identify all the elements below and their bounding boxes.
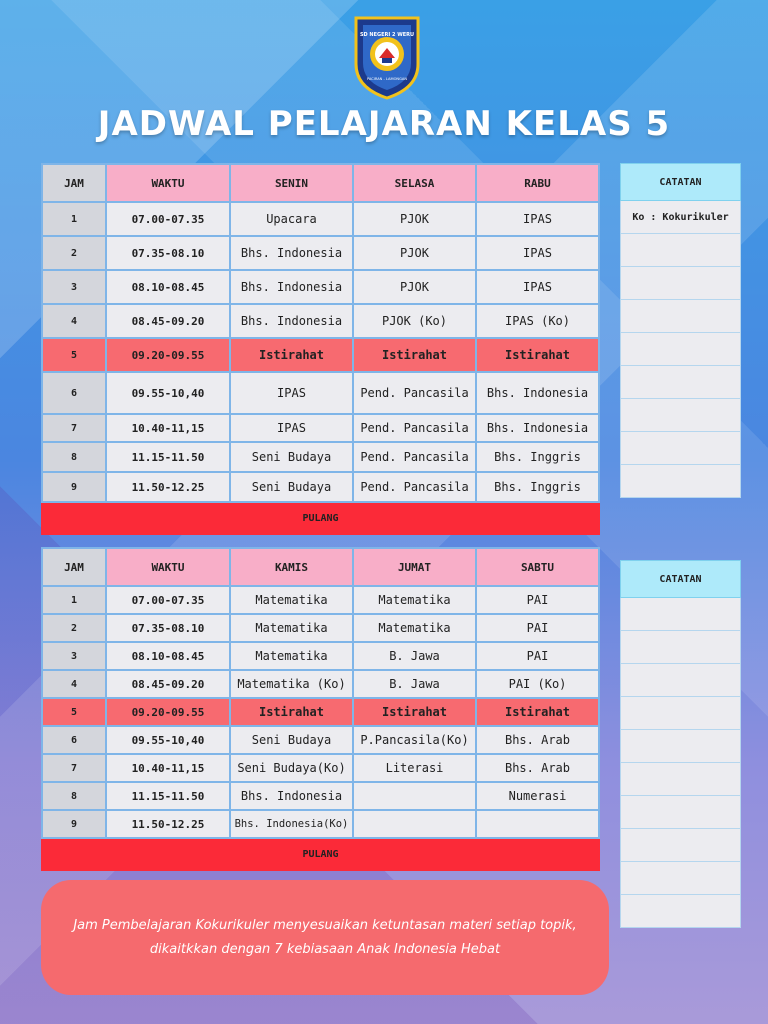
logo-top-text: SD NEGERI 2 WERU bbox=[359, 32, 415, 38]
footer-note bbox=[41, 880, 609, 995]
subject-cell: Numerasi bbox=[476, 782, 599, 810]
table-row bbox=[42, 414, 599, 442]
logo-bottom-text: PACIRAN - LAMONGAN bbox=[366, 77, 408, 81]
subject-cell: Istirahat bbox=[353, 338, 476, 372]
waktu-cell: 07.00-07.35 bbox=[106, 202, 230, 236]
notes-row bbox=[621, 201, 741, 234]
subject-cell: B. Jawa bbox=[353, 670, 476, 698]
subject-cell: Bhs. Indonesia bbox=[476, 372, 599, 414]
subject-cell: B. Jawa bbox=[353, 642, 476, 670]
subject-cell: Istirahat bbox=[353, 698, 476, 726]
jam-cell: 8 bbox=[42, 782, 106, 810]
notes-row bbox=[621, 862, 741, 895]
table-row bbox=[42, 754, 599, 782]
notes-row bbox=[621, 300, 741, 333]
notes-cell bbox=[621, 399, 741, 432]
notes-row bbox=[621, 399, 741, 432]
subject-cell: Pend. Pancasila bbox=[353, 414, 476, 442]
subject-cell: Matematika bbox=[230, 614, 353, 642]
waktu-cell: 09.20-09.55 bbox=[106, 338, 230, 372]
jam-cell: 6 bbox=[42, 726, 106, 754]
notes-cell bbox=[621, 598, 741, 631]
notes-cell bbox=[621, 465, 741, 498]
notes-row bbox=[621, 631, 741, 664]
notes-row bbox=[621, 267, 741, 300]
subject-cell: Matematika bbox=[230, 586, 353, 614]
subject-cell: P.Pancasila(Ko) bbox=[353, 726, 476, 754]
table-row bbox=[42, 372, 599, 414]
jam-cell: 3 bbox=[42, 642, 106, 670]
subject-cell: Seni Budaya(Ko) bbox=[230, 754, 353, 782]
notes-cell bbox=[621, 862, 741, 895]
subject-cell: Bhs. Inggris bbox=[476, 442, 599, 472]
header-jam: JAM bbox=[42, 164, 106, 202]
subject-cell: Bhs. Indonesia(Ko) bbox=[230, 810, 353, 838]
subject-cell: PAI bbox=[476, 642, 599, 670]
notes-cell bbox=[621, 763, 741, 796]
notes-cell bbox=[621, 234, 741, 267]
waktu-cell: 08.45-09.20 bbox=[106, 304, 230, 338]
notes-row bbox=[621, 895, 741, 928]
subject-cell: Seni Budaya bbox=[230, 726, 353, 754]
table-row bbox=[42, 726, 599, 754]
subject-cell: Pend. Pancasila bbox=[353, 372, 476, 414]
subject-cell: Seni Budaya bbox=[230, 472, 353, 502]
jam-cell: 4 bbox=[42, 304, 106, 338]
notes-cell bbox=[621, 333, 741, 366]
waktu-cell: 11.15-11.50 bbox=[106, 782, 230, 810]
notes-row bbox=[621, 333, 741, 366]
notes-row bbox=[621, 664, 741, 697]
subject-cell: IPAS bbox=[476, 202, 599, 236]
jam-cell: 9 bbox=[42, 472, 106, 502]
subject-cell: IPAS bbox=[230, 372, 353, 414]
table-row bbox=[42, 614, 599, 642]
notes-cell bbox=[621, 796, 741, 829]
header-rabu: RABU bbox=[476, 164, 599, 202]
waktu-cell: 10.40-11,15 bbox=[106, 414, 230, 442]
waktu-cell: 07.00-07.35 bbox=[106, 586, 230, 614]
pulang-label: PULANG bbox=[42, 502, 599, 534]
subject-cell: Bhs. Arab bbox=[476, 754, 599, 782]
subject-cell: Istirahat bbox=[230, 698, 353, 726]
notes-cell bbox=[621, 432, 741, 465]
subject-cell: Bhs. Indonesia bbox=[476, 414, 599, 442]
table-row bbox=[42, 810, 599, 838]
subject-cell: PJOK bbox=[353, 270, 476, 304]
subject-cell bbox=[476, 810, 599, 838]
notes-cell bbox=[621, 697, 741, 730]
waktu-cell: 07.35-08.10 bbox=[106, 236, 230, 270]
subject-cell: PJOK bbox=[353, 236, 476, 270]
notes-cell: Ko : Kokurikuler bbox=[621, 201, 741, 234]
waktu-cell: 11.50-12.25 bbox=[106, 472, 230, 502]
header-jam: JAM bbox=[42, 548, 106, 586]
jam-cell: 7 bbox=[42, 414, 106, 442]
schedule-table-thu-sat bbox=[41, 547, 600, 871]
subject-cell bbox=[353, 810, 476, 838]
notes-cell bbox=[621, 300, 741, 333]
waktu-cell: 11.15-11.50 bbox=[106, 442, 230, 472]
table-header-row bbox=[42, 548, 599, 586]
subject-cell: Pend. Pancasila bbox=[353, 442, 476, 472]
notes-header: CATATAN bbox=[621, 561, 741, 598]
table-row bbox=[42, 202, 599, 236]
table-row bbox=[42, 782, 599, 810]
table-row bbox=[42, 642, 599, 670]
school-logo bbox=[352, 12, 422, 100]
table-row bbox=[42, 698, 599, 726]
notes-cell bbox=[621, 664, 741, 697]
subject-cell: PAI bbox=[476, 614, 599, 642]
notes-cell bbox=[621, 730, 741, 763]
table-row bbox=[42, 586, 599, 614]
subject-cell: Upacara bbox=[230, 202, 353, 236]
table-header-row bbox=[42, 164, 599, 202]
subject-cell: Istirahat bbox=[476, 338, 599, 372]
waktu-cell: 08.10-08.45 bbox=[106, 642, 230, 670]
jam-cell: 1 bbox=[42, 202, 106, 236]
jam-cell: 2 bbox=[42, 614, 106, 642]
subject-cell: PJOK bbox=[353, 202, 476, 236]
jam-cell: 6 bbox=[42, 372, 106, 414]
subject-cell: Seni Budaya bbox=[230, 442, 353, 472]
subject-cell: Matematika bbox=[353, 614, 476, 642]
jam-cell: 4 bbox=[42, 670, 106, 698]
header-sabtu: SABTU bbox=[476, 548, 599, 586]
subject-cell: Matematika bbox=[230, 642, 353, 670]
table-row bbox=[42, 236, 599, 270]
subject-cell: IPAS bbox=[476, 236, 599, 270]
header-selasa: SELASA bbox=[353, 164, 476, 202]
subject-cell: Bhs. Arab bbox=[476, 726, 599, 754]
header-jumat: JUMAT bbox=[353, 548, 476, 586]
subject-cell: Literasi bbox=[353, 754, 476, 782]
subject-cell: Pend. Pancasila bbox=[353, 472, 476, 502]
notes-row bbox=[621, 829, 741, 862]
table-row bbox=[42, 472, 599, 502]
page-title: JADWAL PELAJARAN KELAS 5 bbox=[97, 104, 671, 144]
table-row bbox=[42, 270, 599, 304]
subject-cell: Bhs. Inggris bbox=[476, 472, 599, 502]
notes-row bbox=[621, 465, 741, 498]
subject-cell bbox=[353, 782, 476, 810]
jam-cell: 9 bbox=[42, 810, 106, 838]
jam-cell: 8 bbox=[42, 442, 106, 472]
waktu-cell: 11.50-12.25 bbox=[106, 810, 230, 838]
notes-row bbox=[621, 730, 741, 763]
notes-cell bbox=[621, 631, 741, 664]
waktu-cell: 09.20-09.55 bbox=[106, 698, 230, 726]
jam-cell: 5 bbox=[42, 338, 106, 372]
waktu-cell: 09.55-10,40 bbox=[106, 372, 230, 414]
notes-cell bbox=[621, 829, 741, 862]
notes-row bbox=[621, 234, 741, 267]
subject-cell: Istirahat bbox=[230, 338, 353, 372]
subject-cell: Bhs. Indonesia bbox=[230, 236, 353, 270]
subject-cell: PAI bbox=[476, 586, 599, 614]
header-waktu: WAKTU bbox=[106, 548, 230, 586]
jam-cell: 7 bbox=[42, 754, 106, 782]
subject-cell: PAI (Ko) bbox=[476, 670, 599, 698]
subject-cell: Matematika (Ko) bbox=[230, 670, 353, 698]
pulang-label: PULANG bbox=[42, 838, 599, 870]
table-row bbox=[42, 442, 599, 472]
subject-cell: Bhs. Indonesia bbox=[230, 782, 353, 810]
pulang-row bbox=[42, 502, 599, 534]
notes-row bbox=[621, 432, 741, 465]
notes-cell bbox=[621, 267, 741, 300]
header-waktu: WAKTU bbox=[106, 164, 230, 202]
notes-header: CATATAN bbox=[621, 164, 741, 201]
notes-table-1 bbox=[620, 163, 741, 498]
waktu-cell: 10.40-11,15 bbox=[106, 754, 230, 782]
jam-cell: 1 bbox=[42, 586, 106, 614]
table-row bbox=[42, 670, 599, 698]
schedule-table-mon-wed bbox=[41, 163, 600, 535]
subject-cell: PJOK (Ko) bbox=[353, 304, 476, 338]
jam-cell: 3 bbox=[42, 270, 106, 304]
notes-row bbox=[621, 598, 741, 631]
notes-row bbox=[621, 796, 741, 829]
subject-cell: Matematika bbox=[353, 586, 476, 614]
header-senin: SENIN bbox=[230, 164, 353, 202]
subject-cell: IPAS bbox=[230, 414, 353, 442]
jam-cell: 5 bbox=[42, 698, 106, 726]
footer-note-text: Jam Pembelajaran Kokurikuler menyesuaikan ketuntasan materi setiap topik, dikaitkkan dengan 7 kebiasaan Anak Indonesia Hebat bbox=[73, 917, 577, 957]
notes-row bbox=[621, 366, 741, 399]
waktu-cell: 09.55-10,40 bbox=[106, 726, 230, 754]
notes-cell bbox=[621, 895, 741, 928]
waktu-cell: 08.10-08.45 bbox=[106, 270, 230, 304]
subject-cell: IPAS bbox=[476, 270, 599, 304]
notes-row bbox=[621, 763, 741, 796]
header-kamis: KAMIS bbox=[230, 548, 353, 586]
subject-cell: IPAS (Ko) bbox=[476, 304, 599, 338]
table-row bbox=[42, 304, 599, 338]
waktu-cell: 08.45-09.20 bbox=[106, 670, 230, 698]
table-row bbox=[42, 338, 599, 372]
subject-cell: Istirahat bbox=[476, 698, 599, 726]
jam-cell: 2 bbox=[42, 236, 106, 270]
waktu-cell: 07.35-08.10 bbox=[106, 614, 230, 642]
pulang-row bbox=[42, 838, 599, 870]
notes-cell bbox=[621, 366, 741, 399]
subject-cell: Bhs. Indonesia bbox=[230, 270, 353, 304]
notes-table-2 bbox=[620, 560, 741, 928]
subject-cell: Bhs. Indonesia bbox=[230, 304, 353, 338]
notes-row bbox=[621, 697, 741, 730]
